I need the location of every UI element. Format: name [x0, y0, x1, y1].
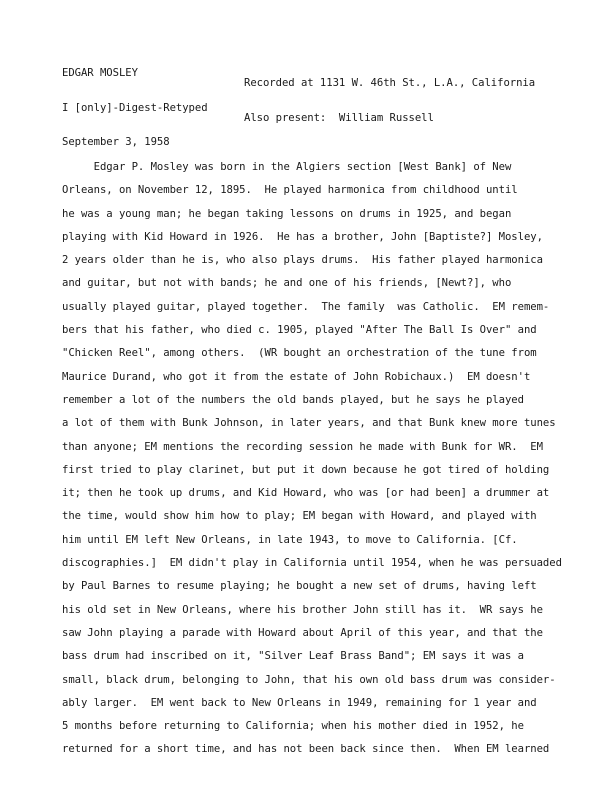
body-text-line: Orleans, on November 12, 1895. He played harmonica from childhood until [62, 184, 518, 197]
body-text-line: bass drum had inscribed on it, "Silver Leaf Brass Band"; EM says it was a [62, 650, 524, 663]
body-text-line: than anyone; EM mentions the recording session he made with Bunk for WR. EM [62, 440, 543, 453]
body-text-line: ably larger. EM went back to New Orleans in 1949, remaining for 1 year and [62, 696, 537, 709]
body-text-line: by Paul Barnes to resume playing; he bought a new set of drums, having left [62, 580, 537, 593]
body-text-line: him until EM left New Orleans, in late 1943, to move to California. [Cf. [62, 533, 518, 546]
document-header-left [62, 45, 208, 172]
body-text-line: "Chicken Reel", among others. (WR bought an orchestration of the tune from [62, 347, 537, 360]
body-text-line: first tried to play clarinet, but put it down because he got tired of holding [62, 463, 550, 476]
also-present: Also present: William Russell [244, 111, 434, 124]
body-text-line: he was a young man; he began taking lessons on drums in 1925, and began [62, 207, 512, 220]
body-text-line: 2 years older than he is, who also plays drums. His father played harmonica [62, 254, 543, 267]
body-text-line: saw John playing a parade with Howard about April of this year, and that the [62, 626, 543, 639]
body-text-line: usually played guitar, played together. The family was Catholic. EM remem- [62, 300, 550, 313]
body-text-line: playing with Kid Howard in 1926. He has a brother, John [Baptiste?] Mosley, [62, 230, 543, 243]
recording-location: Recorded at 1131 W. 46th St., L.A., California [244, 77, 536, 89]
body-text-line: small, black drum, belonging to John, that his own old bass drum was consider- [62, 673, 556, 686]
reel-note: I [only]-Digest-Retyped [62, 101, 208, 114]
body-text-line: remember a lot of the numbers the old bands played, but he says he played [62, 393, 524, 406]
body-text-line: it; then he took up drums, and Kid Howard, who was [or had been] a drummer at [62, 487, 550, 500]
body-text-line: his old set in New Orleans, where his brother John still has it. WR says he [62, 603, 543, 616]
interviewee-name: EDGAR MOSLEY [62, 67, 138, 79]
body-text-line: the time, would show him how to play; EM began with Howard, and played with [62, 510, 537, 523]
body-text-line: a lot of them with Bunk Johnson, in later years, and that Bunk knew more tunes [62, 417, 556, 430]
document-header-right [244, 55, 535, 147]
body-text-line: discographies.] EM didn't play in California until 1954, when he was persuaded [62, 557, 562, 570]
body-text-line: 5 months before returning to California; when his mother died in 1952, he [62, 720, 524, 733]
document-body [62, 156, 582, 762]
body-text-line: returned for a short time, and has not been back since then. When EM learned [62, 743, 550, 756]
body-text-line: bers that his father, who died c. 1905, played "After The Ball Is Over" and [62, 324, 537, 337]
body-text-line: Maurice Durand, who got it from the estate of John Robichaux.) EM doesn't [62, 370, 531, 383]
interview-date: September 3, 1958 [62, 136, 170, 148]
body-text-line: Edgar P. Mosley was born in the Algiers section [West Bank] of New [62, 161, 512, 173]
body-text-line: and guitar, but not with bands; he and one of his friends, [Newt?], who [62, 277, 512, 290]
